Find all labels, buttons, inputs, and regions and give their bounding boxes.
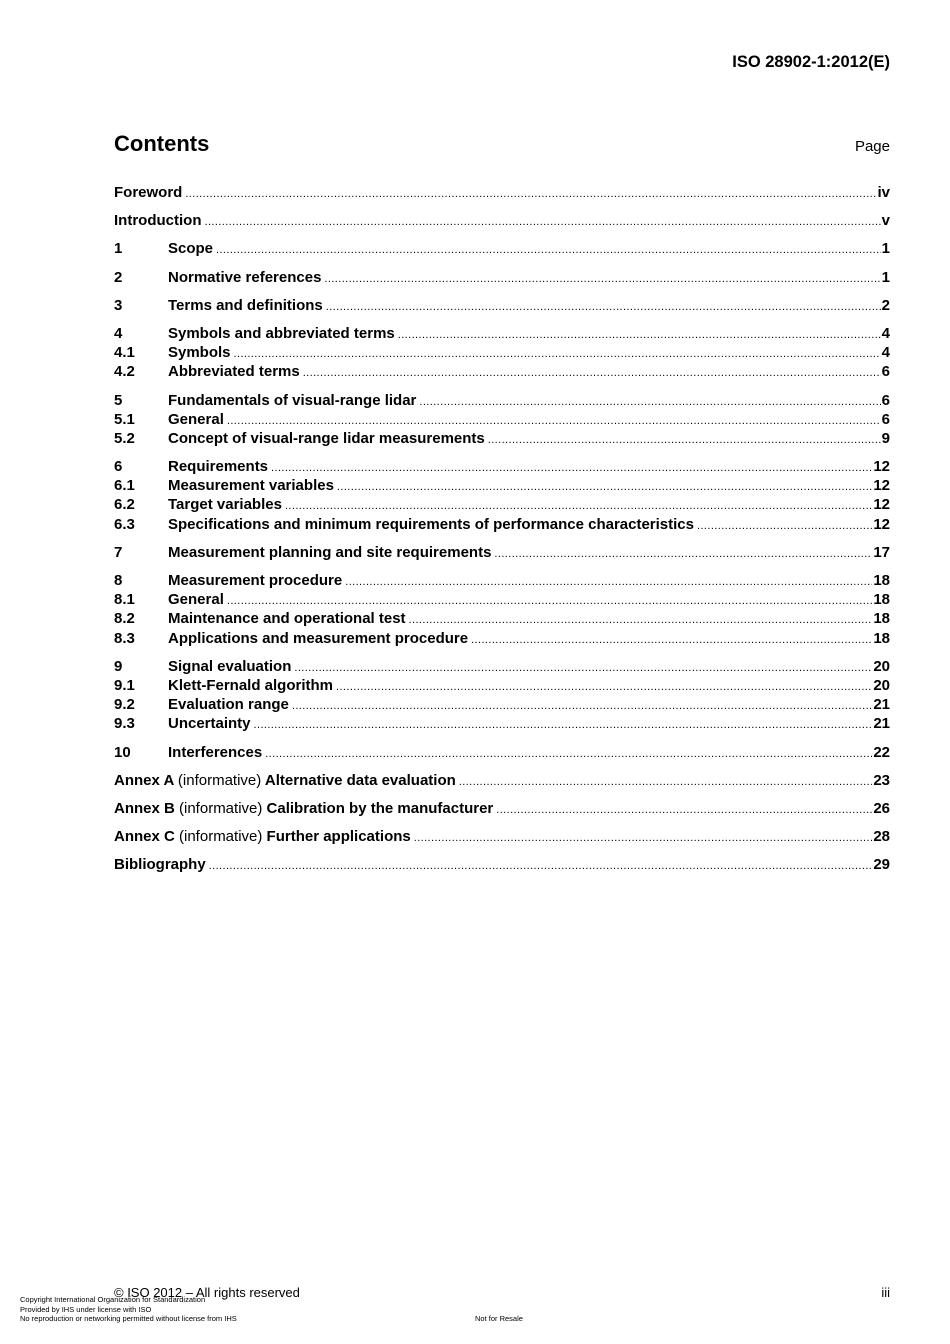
toc-entry-title	[168, 543, 491, 562]
toc-entry-title	[168, 239, 213, 258]
toc-entry-title-text: Specifications and minimum requirements of performance characteristics	[168, 515, 694, 533]
toc-group	[114, 543, 890, 562]
toc-group	[114, 657, 890, 734]
toc-entry-title	[168, 324, 395, 343]
toc-entry[interactable]	[114, 239, 890, 258]
toc-entry-title	[114, 827, 411, 846]
toc-entry-number: 8.2	[114, 610, 135, 628]
toc-group	[114, 183, 890, 202]
toc-entry-title	[168, 743, 262, 762]
toc-entry-page: 9	[881, 429, 890, 447]
annex-title: Calibration by the manufacturer	[266, 799, 494, 817]
toc-entry-title-text: Measurement procedure	[168, 572, 343, 589]
toc-entry-title	[168, 515, 694, 534]
toc-entry-number: 4.1	[114, 344, 135, 362]
toc-entry-title-text: Bibliography	[114, 856, 206, 874]
toc-entry[interactable]	[114, 676, 890, 695]
toc-entry-number: 9.1	[114, 676, 135, 694]
annex-title: Further applications	[266, 828, 411, 846]
toc-entry-title	[168, 476, 334, 495]
toc-entry-number: 8.1	[114, 591, 135, 609]
toc-entry-title-text: Evaluation range	[168, 696, 289, 714]
toc-entry-title-text: Requirements	[168, 458, 269, 476]
toc-entry-title	[168, 590, 224, 609]
toc-group	[114, 324, 890, 382]
toc-entry[interactable]	[114, 410, 890, 429]
toc-entry-title	[168, 429, 485, 448]
toc-entry-title-text: Signal evaluation	[168, 657, 292, 675]
toc-entry[interactable]	[114, 771, 890, 790]
toc-entry-title-text: Scope	[168, 240, 214, 258]
toc-entry[interactable]	[114, 476, 890, 495]
toc-entry[interactable]	[114, 827, 890, 846]
toc-group	[114, 391, 890, 449]
toc-entry[interactable]	[114, 855, 890, 874]
toc-group	[114, 855, 890, 874]
toc-entry-number: 1	[114, 240, 123, 258]
toc-entry-title-text: Introduction	[114, 212, 202, 230]
toc-group	[114, 457, 890, 534]
toc-entry-title	[168, 362, 300, 381]
toc-entry-title-text: Maintenance and operational test	[168, 610, 406, 628]
toc-entry[interactable]	[114, 799, 890, 818]
dot-leader	[459, 773, 873, 792]
page-column-label: Page	[854, 138, 890, 155]
toc-entry-number: 9.2	[114, 696, 135, 714]
toc-entry[interactable]	[114, 183, 890, 202]
dot-leader	[409, 611, 873, 630]
annex-title: Alternative data evaluation	[264, 771, 456, 789]
dot-leader	[494, 545, 872, 564]
toc-entry-page: 12	[873, 515, 890, 533]
toc-entry-title-text: Annex A	[114, 771, 174, 789]
toc-entry[interactable]	[114, 391, 890, 410]
toc-entry-title	[168, 410, 224, 429]
toc-entry-number: 4.2	[114, 363, 135, 381]
toc-entry[interactable]	[114, 343, 890, 362]
toc-entry-title	[168, 676, 333, 695]
dot-leader	[254, 716, 873, 735]
toc-entry-title-text: Concept of visual-range lidar measurements	[168, 429, 485, 447]
toc-entry-title-text: Target variables	[168, 496, 282, 514]
license-line: Provided by IHS under license with ISO	[20, 1304, 152, 1314]
toc-entry-page: 4	[881, 324, 890, 342]
toc-entry-number: 2	[114, 268, 123, 286]
toc-entry-title	[114, 771, 456, 790]
dot-leader	[414, 829, 873, 848]
toc-entry-title	[114, 211, 201, 230]
toc-entry[interactable]	[114, 268, 890, 287]
toc-entry-title	[168, 296, 323, 315]
toc-entry-page: 6	[881, 391, 890, 409]
toc-entry-page: 12	[873, 477, 890, 495]
dot-leader	[185, 185, 876, 204]
toc-entry-number: 6	[114, 458, 123, 476]
toc-entry-title-text: Annex B	[114, 799, 175, 817]
license-line: Copyright International Organization for Standardization	[20, 1295, 206, 1304]
toc-entry-page: 20	[873, 676, 890, 694]
dot-leader	[294, 659, 872, 678]
toc-entry[interactable]	[114, 429, 890, 448]
toc-entry[interactable]	[114, 495, 890, 514]
toc-entry-title-text: Foreword	[114, 184, 183, 201]
toc-entry-number: 6.3	[114, 515, 135, 533]
toc-entry-number: 5.1	[114, 410, 135, 428]
toc-group	[114, 799, 890, 818]
toc-entry-title-text: Annex C	[114, 828, 175, 846]
toc-entry-page: 18	[873, 591, 890, 609]
toc-entry-title-text: Symbols	[168, 344, 231, 362]
toc-entry-page: 22	[873, 743, 890, 761]
toc-entry-page: 17	[873, 543, 890, 561]
toc-entry-title	[168, 571, 342, 590]
annex-type: (informative)	[179, 799, 263, 817]
annex-type: (informative)	[177, 771, 262, 789]
toc-entry-title	[168, 714, 251, 733]
toc-entry-title-text: Normative references	[168, 268, 322, 286]
toc-entry-title-text: Uncertainty	[168, 715, 251, 733]
toc-entry-title	[168, 695, 289, 714]
toc-entry-title	[168, 629, 468, 648]
toc-entry-page: 29	[873, 856, 890, 874]
toc-entry[interactable]	[114, 714, 890, 733]
toc-entry-number: 8.3	[114, 629, 135, 647]
toc-entry-title-text: Abbreviated terms	[168, 363, 300, 381]
toc-entry[interactable]	[114, 362, 890, 381]
dot-leader	[324, 270, 880, 289]
dot-leader	[398, 326, 881, 345]
toc-entry-title	[168, 391, 416, 410]
toc-entry[interactable]	[114, 695, 890, 714]
toc-entry[interactable]	[114, 743, 890, 762]
toc-entry[interactable]	[114, 324, 890, 343]
contents-title: Contents	[114, 131, 210, 156]
toc-entry-page: 21	[873, 715, 890, 733]
dot-leader	[336, 678, 872, 697]
toc-group	[114, 239, 890, 258]
toc-entry-number: 4	[114, 324, 123, 342]
dot-leader	[345, 573, 872, 592]
toc-entry-title-text: Measurement variables	[168, 477, 334, 495]
toc-entry[interactable]	[114, 629, 890, 648]
toc-entry-title-text: Symbols and abbreviated terms	[168, 324, 395, 342]
toc-entry-number: 9.3	[114, 715, 135, 733]
toc-group	[114, 211, 890, 230]
license-line: No reproduction or networking permitted without license from IHS	[20, 1314, 237, 1323]
toc-entry-title	[168, 657, 291, 676]
toc-entry-page: 20	[873, 657, 890, 675]
toc-entry[interactable]	[114, 590, 890, 609]
toc-entry-title	[168, 343, 231, 362]
dot-leader	[216, 241, 881, 260]
toc-entry[interactable]	[114, 657, 890, 676]
toc-entry-page: 28	[873, 828, 890, 846]
toc-entry-title-text: Interferences	[168, 743, 263, 761]
toc-entry-page: v	[881, 212, 890, 230]
toc-group	[114, 296, 890, 315]
toc-entry-page: iv	[877, 184, 890, 201]
toc-entry-page: 12	[873, 496, 890, 514]
toc-entry-number: 6.1	[114, 477, 135, 495]
toc-entry[interactable]	[114, 457, 890, 476]
dot-leader	[419, 393, 880, 412]
toc-entry-title-text: General	[168, 410, 224, 428]
footer-page-number: iii	[881, 1285, 890, 1300]
toc-entry-number: 10	[114, 743, 131, 761]
dot-leader	[204, 213, 880, 232]
toc-entry-title-text: Fundamentals of visual-range lidar	[168, 391, 417, 409]
toc-entry-page: 1	[881, 268, 890, 286]
toc-entry-page: 18	[873, 629, 890, 647]
toc-entry-page: 6	[881, 410, 890, 428]
dot-leader	[271, 459, 872, 478]
toc-entry-number: 3	[114, 296, 123, 314]
toc-group	[114, 771, 890, 790]
dot-leader	[265, 745, 872, 764]
toc-entry-title	[168, 609, 406, 628]
dot-leader	[697, 517, 872, 536]
dot-leader	[303, 364, 881, 383]
toc-entry-page: 12	[873, 458, 890, 476]
toc-entry[interactable]	[114, 609, 890, 628]
dot-leader	[337, 478, 872, 497]
toc-entry-number: 5.2	[114, 429, 135, 447]
toc-group	[114, 743, 890, 762]
dot-leader	[209, 857, 873, 876]
resale-notice: Not for Resale	[475, 1314, 523, 1323]
toc-entry-page: 26	[873, 799, 890, 817]
contents-header	[114, 131, 890, 157]
dot-leader	[326, 298, 881, 317]
toc-entry[interactable]	[114, 571, 890, 590]
table-of-contents	[114, 183, 890, 883]
toc-group	[114, 571, 890, 648]
toc-entry-title-text: Applications and measurement procedure	[168, 629, 469, 647]
annex-type: (informative)	[179, 828, 263, 846]
toc-entry[interactable]	[114, 543, 890, 562]
dot-leader	[471, 631, 872, 650]
dot-leader	[488, 431, 881, 450]
toc-entry-number: 6.2	[114, 496, 135, 514]
toc-entry-title	[168, 268, 321, 287]
toc-entry-number: 8	[114, 572, 123, 589]
toc-entry-page: 1	[881, 240, 890, 258]
toc-entry-number: 9	[114, 657, 123, 675]
toc-entry[interactable]	[114, 211, 890, 230]
toc-entry-title-text: Measurement planning and site requirements	[168, 543, 492, 561]
license-notice	[20, 1295, 237, 1324]
toc-entry-title-text: General	[168, 591, 224, 609]
toc-entry-title	[114, 183, 182, 202]
toc-entry[interactable]	[114, 515, 890, 534]
toc-entry-page: 18	[873, 572, 890, 589]
toc-entry-page: 4	[881, 344, 890, 362]
toc-entry-title	[168, 495, 282, 514]
toc-entry-title-text: Klett-Fernald algorithm	[168, 676, 334, 694]
toc-group	[114, 827, 890, 846]
dot-leader	[292, 697, 872, 716]
footer-copyright: © ISO 2012 – All rights reserved	[114, 1285, 300, 1300]
toc-entry-number: 7	[114, 543, 123, 561]
toc-entry-title	[168, 457, 268, 476]
toc-entry-number: 5	[114, 391, 123, 409]
toc-entry-page: 6	[881, 363, 890, 381]
toc-entry-page: 23	[873, 771, 890, 789]
toc-entry-title	[114, 855, 206, 874]
toc-entry-page: 2	[881, 296, 890, 314]
toc-group	[114, 268, 890, 287]
toc-entry[interactable]	[114, 296, 890, 315]
dot-leader	[496, 801, 872, 820]
toc-entry-page: 21	[873, 696, 890, 714]
toc-entry-page: 18	[873, 610, 890, 628]
toc-entry-title-text: Terms and definitions	[168, 296, 323, 314]
toc-entry-title	[114, 799, 493, 818]
dot-leader	[234, 345, 881, 364]
document-id: ISO 28902-1:2012(E)	[732, 53, 890, 71]
